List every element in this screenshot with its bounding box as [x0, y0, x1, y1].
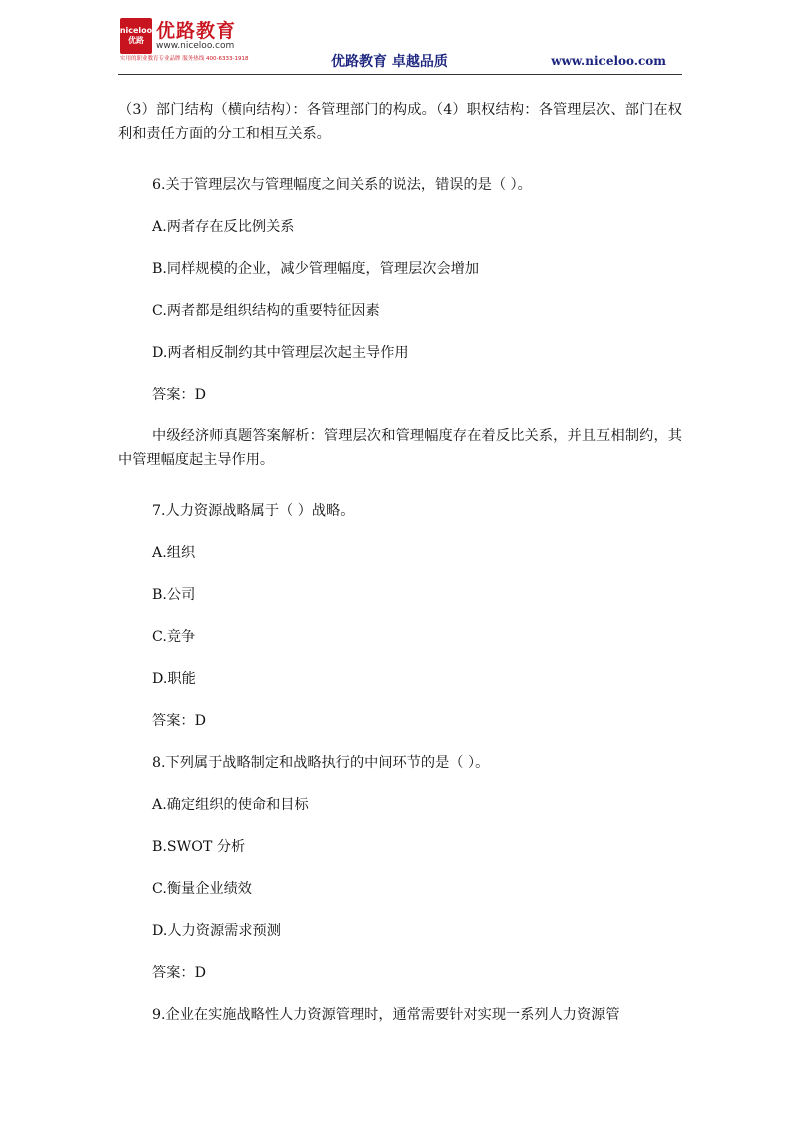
logo-url: www.niceloo.com [156, 41, 235, 51]
question-8-answer: 答案：D [152, 965, 206, 981]
header-slogan: 优路教育 卓越品质 [331, 54, 448, 70]
question-6-option-b: B.同样规模的企业，减少管理幅度，管理层次会增加 [152, 261, 480, 277]
logo-badge-bottom: 优路 [128, 36, 144, 45]
logo-tagline: 实用的职业教育专业品牌 服务热线 400-6333-1918 [120, 56, 249, 62]
question-8: 8.下列属于战略制定和战略执行的中间环节的是（ ）。 [152, 755, 490, 771]
question-9: 9.企业在实施战略性人力资源管理时，通常需要针对实现一系列人力资源管 [152, 1007, 620, 1023]
question-6-analysis: 中级经济师真题答案解析：管理层次和管理幅度存在着反比关系，并且互相制约，其中管理幅度起主导作用。 [118, 428, 682, 468]
question-6-analysis-block [118, 424, 682, 472]
question-7-option-b: B.公司 [152, 587, 196, 603]
question-8-option-a: A.确定组织的使命和目标 [152, 797, 309, 813]
question-7-answer: 答案：D [152, 713, 206, 729]
header-site-link[interactable]: www.niceloo.com [551, 54, 666, 68]
question-7-option-a: A.组织 [152, 545, 196, 561]
question-8-option-c: C.衡量企业绩效 [152, 881, 252, 897]
question-7: 7.人力资源战略属于（ ）战略。 [152, 503, 355, 519]
logo-badge-top: niceloo [119, 26, 153, 35]
document-body [118, 98, 682, 146]
question-7-option-d: D.职能 [152, 671, 196, 687]
logo-name: 优路教育 [156, 20, 237, 42]
question-8-option-b: B.SWOT 分析 [152, 839, 246, 855]
question-7-option-c: C.竞争 [152, 629, 196, 645]
question-6-answer: 答案：D [152, 387, 206, 403]
page-header [118, 14, 682, 75]
question-6-option-c: C.两者都是组织结构的重要特征因素 [152, 303, 380, 319]
question-8-option-d: D.人力资源需求预测 [152, 923, 281, 939]
logo [119, 14, 249, 62]
question-6-option-a: A.两者存在反比例关系 [152, 219, 295, 235]
intro-paragraph: （3）部门结构（横向结构）：各管理部门的构成。（4）职权结构：各管理层次、部门在权利和责任方面的分工和相互关系。 [118, 102, 682, 142]
question-6: 6.关于管理层次与管理幅度之间关系的说法，错误的是（ ）。 [152, 177, 532, 193]
logo-badge [120, 18, 152, 54]
question-6-option-d: D.两者相反制约其中管理层次起主导作用 [152, 345, 409, 361]
